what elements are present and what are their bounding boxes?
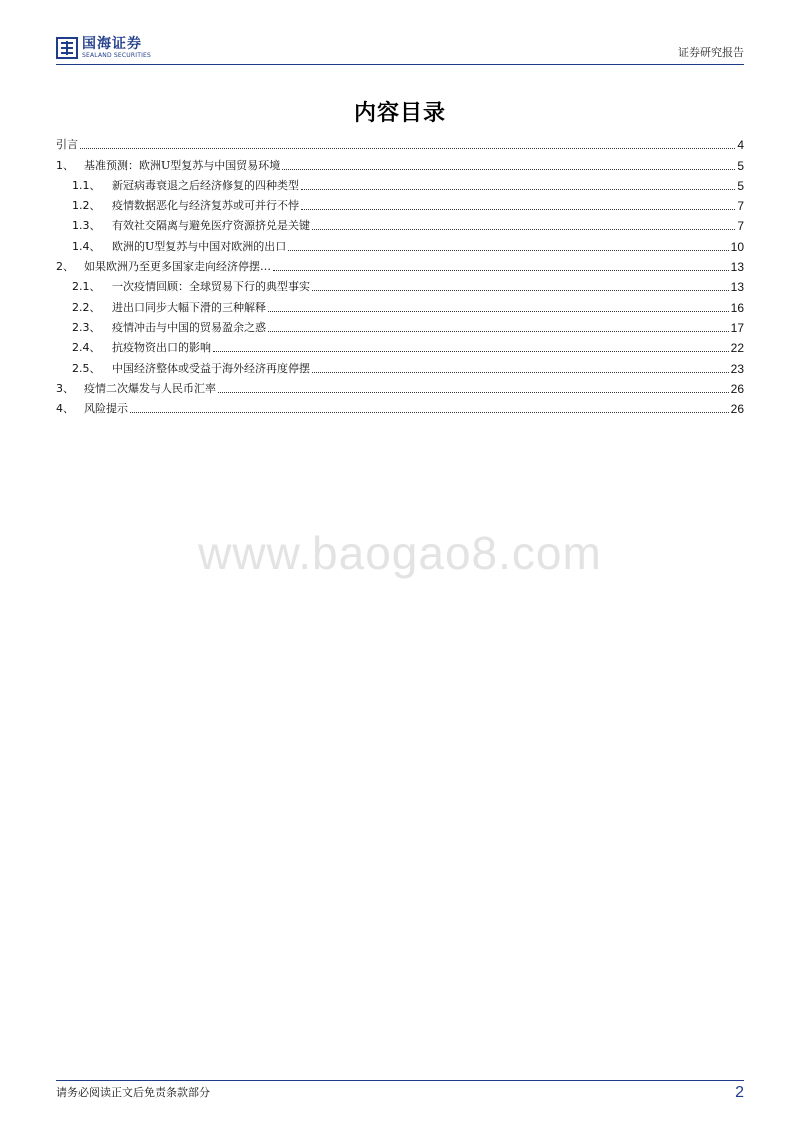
toc-entry[interactable] [56, 376, 744, 396]
sealand-logo-icon [56, 37, 78, 59]
toc-dot-leader [130, 411, 729, 413]
toc-entry-number: 2.5、 [72, 361, 101, 375]
toc-entry-title: 疫情数据恶化与经济复苏或可并行不悖 [112, 199, 299, 213]
toc-entry[interactable] [56, 396, 744, 416]
toc-entry-title: 如果欧洲乃至更多国家走向经济停摆… [84, 260, 271, 274]
toc-entry-title: 抗疫物资出口的影响 [112, 341, 211, 355]
toc-entry-title: 中国经济整体或受益于海外经济再度停摆 [112, 361, 310, 375]
logo-chinese-name: 国海证券 [82, 36, 142, 52]
toc-dot-leader [301, 188, 735, 190]
company-logo [56, 34, 151, 62]
toc-entry-number: 4、 [56, 402, 74, 416]
toc-dot-leader [268, 330, 729, 332]
toc-entry[interactable] [56, 274, 744, 294]
toc-title: 内容目录 [353, 100, 446, 126]
watermark: www.baogao8.com [198, 527, 602, 579]
toc-entry-title: 风险提示 [84, 402, 128, 416]
toc-entry-page: 16 [730, 300, 744, 315]
toc-entry[interactable] [56, 294, 744, 314]
toc-entry-page: 5 [737, 178, 744, 193]
footer-divider [56, 1080, 744, 1081]
toc-dot-leader [218, 391, 729, 393]
toc-entry-page: 13 [730, 260, 744, 275]
toc-entry[interactable] [56, 254, 744, 274]
report-type-label: 证券研究报告 [678, 46, 744, 59]
toc-dot-leader [273, 269, 729, 271]
page-header [56, 34, 744, 64]
toc-entry-title: 欧洲的U型复苏与中国对欧洲的出口 [112, 239, 287, 253]
logo-english-name: SEALAND SECURITIES [82, 52, 152, 59]
toc-entry-number: 2.2、 [72, 300, 101, 314]
toc-entry[interactable] [56, 233, 744, 253]
toc-dot-leader [282, 168, 735, 170]
toc-entry-page: 23 [730, 361, 744, 376]
toc-entry[interactable] [56, 213, 744, 233]
toc-entry-number: 2.4、 [72, 341, 101, 355]
header-divider [56, 64, 744, 65]
toc-dot-leader [312, 371, 729, 373]
toc-entry-title: 有效社交隔离与避免医疗资源挤兑是关键 [112, 219, 310, 233]
toc-entry-title: 新冠病毒衰退之后经济修复的四种类型 [112, 178, 299, 192]
toc-entry[interactable] [56, 355, 744, 375]
toc-dot-leader [288, 249, 728, 251]
toc-entry-title: 疫情冲击与中国的贸易盈余之惑 [112, 320, 266, 334]
toc-entry[interactable] [56, 193, 744, 213]
toc-entry-page: 26 [730, 402, 744, 417]
toc-entry-page: 13 [730, 280, 744, 295]
toc-entry-number: 1.3、 [72, 219, 101, 233]
toc-entry-page: 17 [730, 320, 744, 335]
toc-entry[interactable] [56, 173, 744, 193]
toc-entry-title: 基准预测：欧洲U型复苏与中国贸易环境 [84, 158, 281, 172]
toc-entry-page: 7 [737, 219, 744, 234]
toc-entry-page: 22 [730, 341, 744, 356]
toc-entry-page: 7 [737, 199, 744, 214]
toc-entry-number: 3、 [56, 381, 74, 395]
toc-entry-number: 2.3、 [72, 320, 101, 334]
toc-entry[interactable] [56, 152, 744, 172]
page-number: 2 [735, 1084, 744, 1101]
toc-entry-number: 1.4、 [72, 239, 101, 253]
toc-entry-number: 2、 [56, 260, 74, 274]
toc-entry-number: 2.1、 [72, 280, 101, 294]
toc-entry-page: 4 [737, 138, 744, 153]
toc-dot-leader [312, 289, 729, 291]
toc-entry[interactable] [56, 335, 744, 355]
toc-entry[interactable] [56, 315, 744, 335]
toc-entry-page: 5 [737, 158, 744, 173]
table-of-contents [56, 132, 744, 416]
toc-entry-title: 引言 [56, 138, 78, 152]
toc-entry-title: 疫情二次爆发与人民币汇率 [84, 381, 216, 395]
toc-entry-number: 1、 [56, 158, 74, 172]
toc-dot-leader [301, 208, 735, 210]
toc-entry-page: 26 [730, 381, 744, 396]
toc-entry-page: 10 [730, 239, 744, 254]
disclaimer-note: 请务必阅读正文后免责条款部分 [56, 1086, 210, 1099]
toc-entry-number: 1.2、 [72, 199, 101, 213]
toc-entry-title: 进出口同步大幅下滑的三种解释 [112, 300, 266, 314]
toc-entry-number: 1.1、 [72, 178, 101, 192]
toc-entry[interactable] [56, 132, 744, 152]
toc-dot-leader [80, 147, 735, 149]
toc-dot-leader [312, 228, 735, 230]
toc-entry-title: 一次疫情回顾：全球贸易下行的典型事实 [112, 280, 310, 294]
toc-dot-leader [268, 310, 729, 312]
toc-dot-leader [213, 350, 729, 352]
